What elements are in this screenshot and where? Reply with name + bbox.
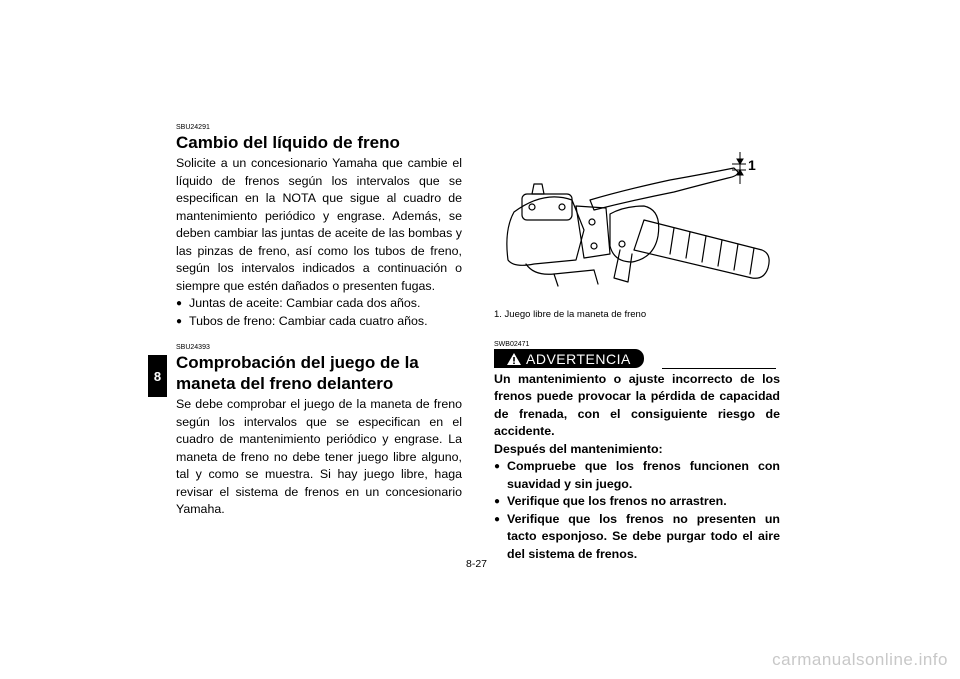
list-item: ● Verifique que los frenos no presenten un tacto esponjoso. Se debe purgar todo el aire del sistema de frenos. [494,511,780,564]
section-title: Comprobación del juego de la maneta del freno delantero [176,353,419,393]
list-item: ● Juntas de aceite: Cambiar cada dos años. [176,295,462,313]
section-code: SBU24393 [176,344,210,351]
warning-label: ADVERTENCIA [526,350,631,367]
page-number: 8-27 [466,558,488,570]
brake-lever-drawing [494,150,776,300]
section-title: Cambio del líquido de freno [176,133,400,152]
list-item: ● Tubos de freno: Cambiar cada cuatro años. [176,313,462,331]
bullet-dot-icon: ● [494,461,501,473]
warning-rule [662,368,776,369]
list-item: ● Verifique que los frenos no arrastren. [494,493,780,511]
warning-triangle-icon [506,352,522,366]
warning-header [494,349,780,369]
bullet-dot-icon: ● [494,513,501,525]
list-item: ● Compruebe que los frenos funcionen con suavidad y sin juego. [494,458,780,493]
figure-caption: 1. Juego libre de la maneta de freno [494,309,647,320]
warning-code: SWB02471 [494,341,530,348]
watermark: carmanualsonline.info [772,650,948,669]
warning-text: Un mantenimiento o ajuste incorrecto de los frenos puede provocar la pérdida de capacidad de frenada, con el consiguiente riesgo de accidente. [494,372,780,439]
bullet-dot-icon: ● [176,315,183,327]
figure-callout: 1 [748,157,756,173]
bullet-dot-icon: ● [494,496,501,508]
warning-subheading: Después del mantenimiento: [494,441,663,456]
left-column [176,124,462,519]
warning-body [494,371,780,563]
chapter-tab: 8 [148,355,167,397]
warning-label-box [494,349,644,368]
section-body: Se debe comprobar el juego de la maneta de freno según los intervalos que se especifican en el cuadro de mantenimiento periódico y engrase. La maneta de freno no debe tener juego libre alguno, tal y como se muestra. Si hay juego libre, haga revisar el sistema de frenos en un concesionario Yamaha. [176,397,462,516]
bullet-dot-icon: ● [176,298,183,309]
brake-lever-illustration [494,150,776,300]
section-code: SBU24291 [176,124,210,131]
section-body: Solicite a un concesionario Yamaha que cambie el líquido de frenos según los intervalos que se especifican en la NOTA que sigue al cuadro de mantenimiento periódico y engrase. Además, se deben cambiar las juntas de aceite de las bombas y las pinzas de freno, así como los tubos de freno, según los intervalos indicados a continuación o siempre que estén dañados o presenten fugas. [176,156,462,293]
